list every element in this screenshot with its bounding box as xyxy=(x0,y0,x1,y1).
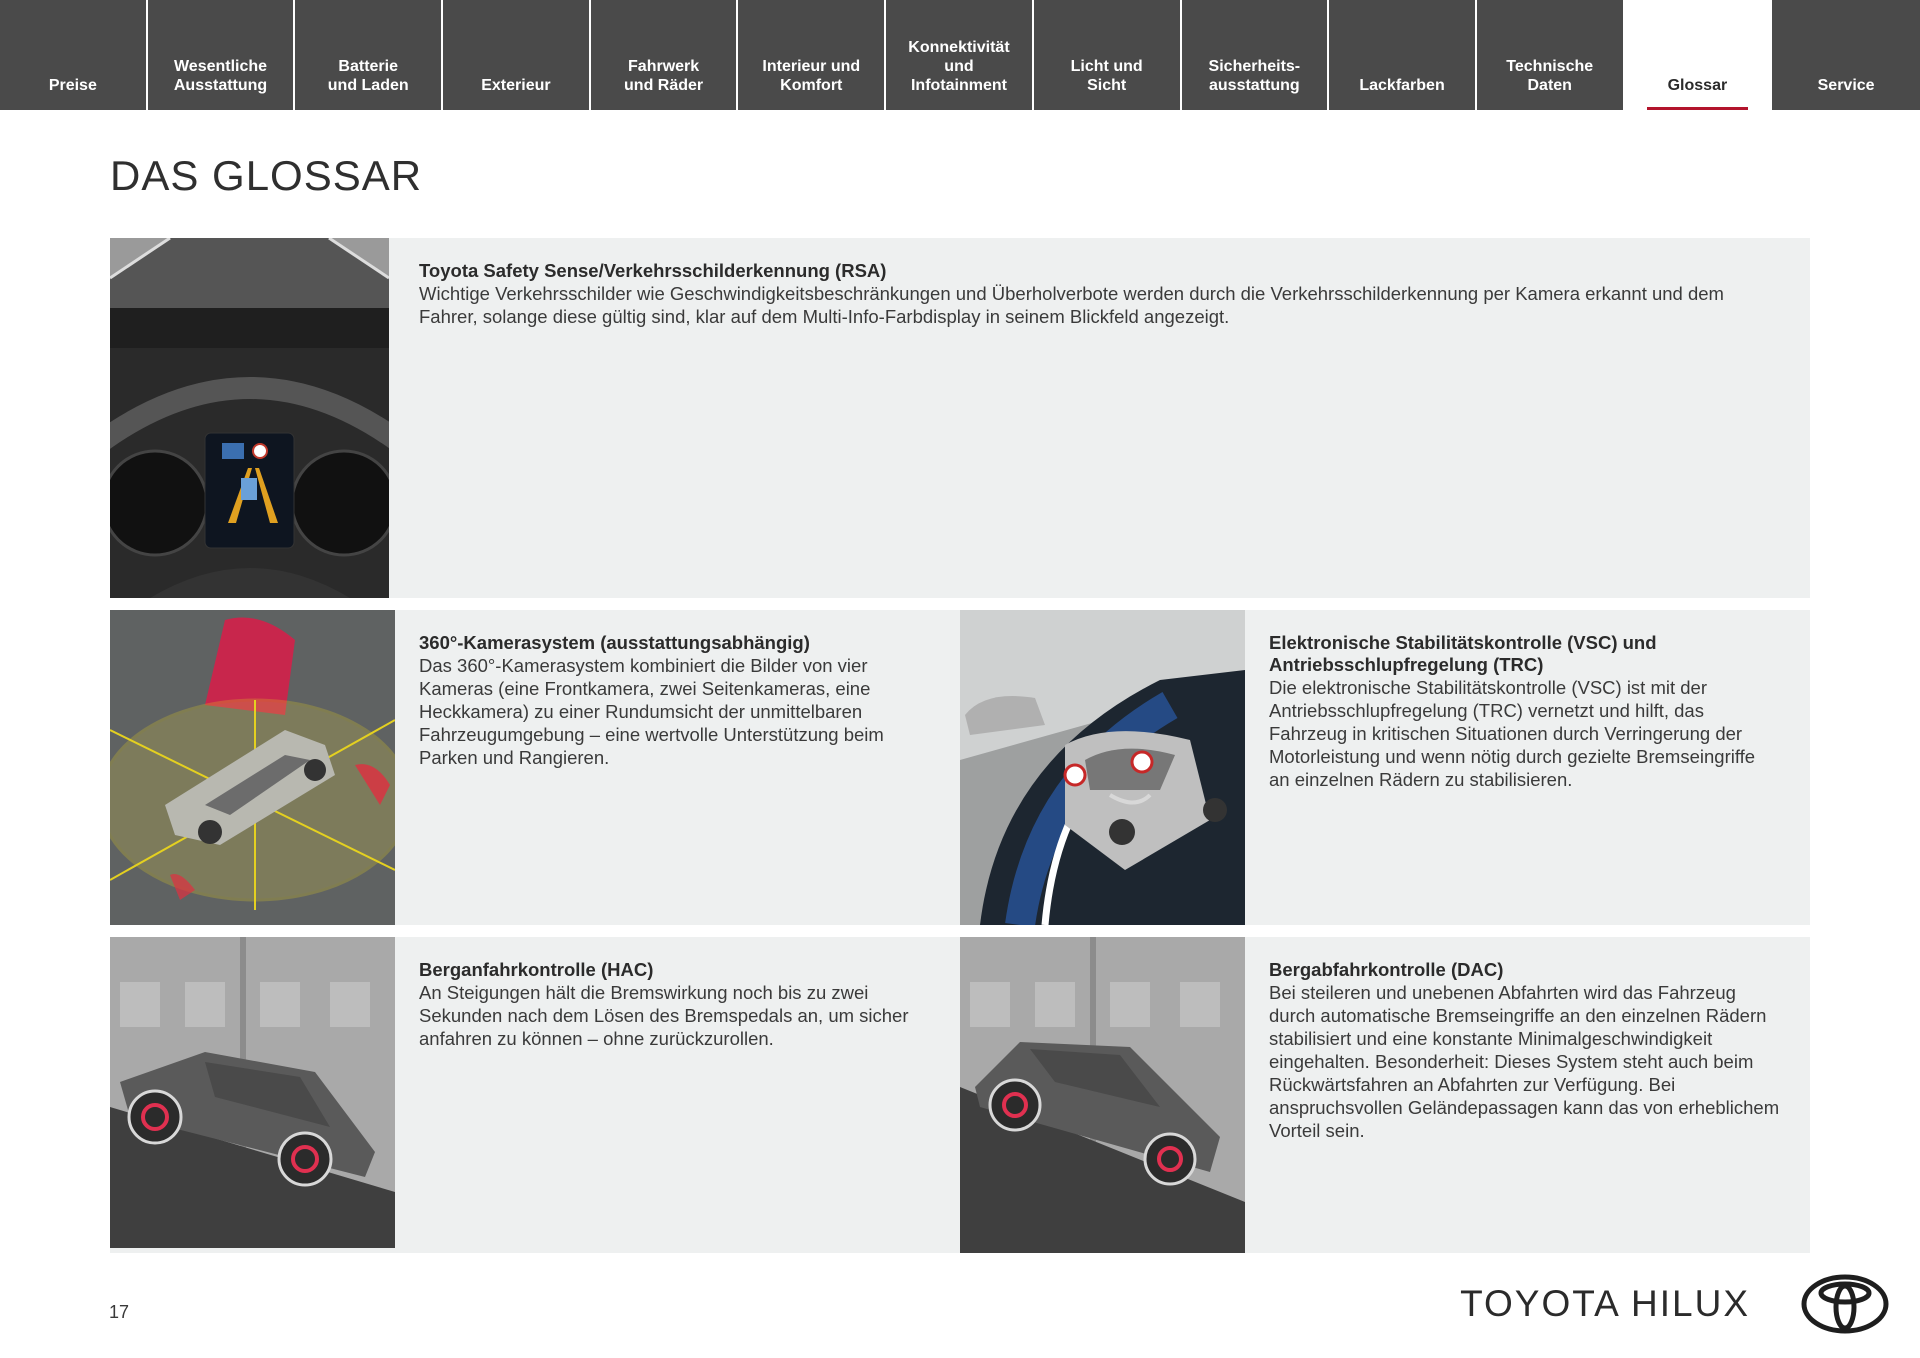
tab-konnektivitaet[interactable]: Konnektivität und Infotainment xyxy=(886,0,1032,110)
glossary-entry-hac xyxy=(110,937,960,1253)
tab-wesentliche-ausstattung[interactable]: Wesentliche Ausstattung xyxy=(148,0,294,110)
hac-title: Berganfahrkontrolle (HAC) xyxy=(419,959,654,980)
page-title: DAS GLOSSAR xyxy=(110,152,423,199)
toyota-logo-icon xyxy=(1800,1273,1890,1335)
vsc-description: Die elektronische Stabilitätskontrolle (VSC) ist mit der Antriebsschlupfregelung (TRC) vernetzt und hilft, das Fahrzeug in kritischen Situationen durch Verringerung der Motorleistung und wenn nötig durch gezielte Bremseingriffe an einzelnen Rädern zu stabilisieren. xyxy=(1269,677,1756,790)
hac-text xyxy=(419,959,920,1050)
tab-licht-und-sicht[interactable]: Licht und Sicht xyxy=(1034,0,1180,110)
tab-technische-daten[interactable]: Technische Daten xyxy=(1477,0,1623,110)
rsa-title: Toyota Safety Sense/Verkehrsschilderkennung (RSA) xyxy=(419,260,887,281)
tab-fahrwerk-und-raeder[interactable]: Fahrwerk und Räder xyxy=(591,0,737,110)
top-navigation xyxy=(0,0,1920,110)
tab-glossar[interactable]: Glossar xyxy=(1625,0,1771,110)
dac-text xyxy=(1269,959,1785,1142)
camera360-text xyxy=(419,632,942,769)
glossary-entry-rsa xyxy=(110,238,1810,598)
glossary-entry-dac xyxy=(960,937,1810,1253)
vsc-title: Elektronische Stabilitätskontrolle (VSC) und Antriebsschlupfregelung (TRC) xyxy=(1269,632,1657,675)
tab-preise[interactable]: Preise xyxy=(0,0,146,110)
rsa-text xyxy=(419,260,1780,328)
dac-description: Bei steileren und unebenen Abfahrten wird das Fahrzeug durch automatische Bremseingriffe an den einzelnen Rädern stabilisiert und eine konstante Minimalgeschwindigkeit eingehalten. Besonderheit: Dieses System steht auch beim Rückwärtsfahren an Abfahrten zur Verfügung. Bei anspruchsvollen Geländepassagen kann das von erheblichem Vorteil sein. xyxy=(1269,982,1780,1141)
tab-interieur-und-komfort[interactable]: Interieur und Komfort xyxy=(738,0,884,110)
dac-image xyxy=(960,937,1245,1253)
tab-service[interactable]: Service xyxy=(1772,0,1920,110)
brand-name: TOYOTA HILUX xyxy=(1460,1283,1750,1324)
tab-batterie-und-laden[interactable]: Batterie und Laden xyxy=(295,0,441,110)
camera360-description: Das 360°-Kamerasystem kombiniert die Bilder von vier Kameras (eine Frontkamera, zwei Seitenkameras, eine Heckkamera) zu einer Rundumsicht der unmittelbaren Fahrzeugumgebung – eine wertvolle Unterstützung beim Parken und Rangieren. xyxy=(419,655,884,768)
tab-exterieur[interactable]: Exterieur xyxy=(443,0,589,110)
hac-description: An Steigungen hält die Bremswirkung noch bis zu zwei Sekunden nach dem Lösen des Bremspedals an, um sicher anfahren zu können – ohne zurückzurollen. xyxy=(419,982,909,1049)
rsa-dashboard-image xyxy=(110,238,389,598)
glossary-entry-vsc xyxy=(960,610,1810,925)
hac-image xyxy=(110,937,395,1248)
rsa-description: Wichtige Verkehrsschilder wie Geschwindigkeitsbeschränkungen und Überholverbote werden durch die Verkehrsschilderkennung per Kamera erkannt und dem Fahrer, solange diese gültig sind, klar auf dem Multi-Info-Farbdisplay in seinem Blickfeld angezeigt. xyxy=(419,283,1724,327)
tab-lackfarben[interactable]: Lackfarben xyxy=(1329,0,1475,110)
camera360-image xyxy=(110,610,395,925)
vsc-image xyxy=(960,610,1245,925)
camera360-title: 360°-Kamerasystem (ausstattungsabhängig) xyxy=(419,632,810,653)
vsc-text xyxy=(1269,632,1770,791)
dac-title: Bergabfahrkontrolle (DAC) xyxy=(1269,959,1504,980)
glossary-entry-camera360 xyxy=(110,610,960,925)
page-number: 17 xyxy=(109,1302,130,1322)
tab-sicherheitsausstattung[interactable]: Sicherheits- ausstattung xyxy=(1182,0,1328,110)
